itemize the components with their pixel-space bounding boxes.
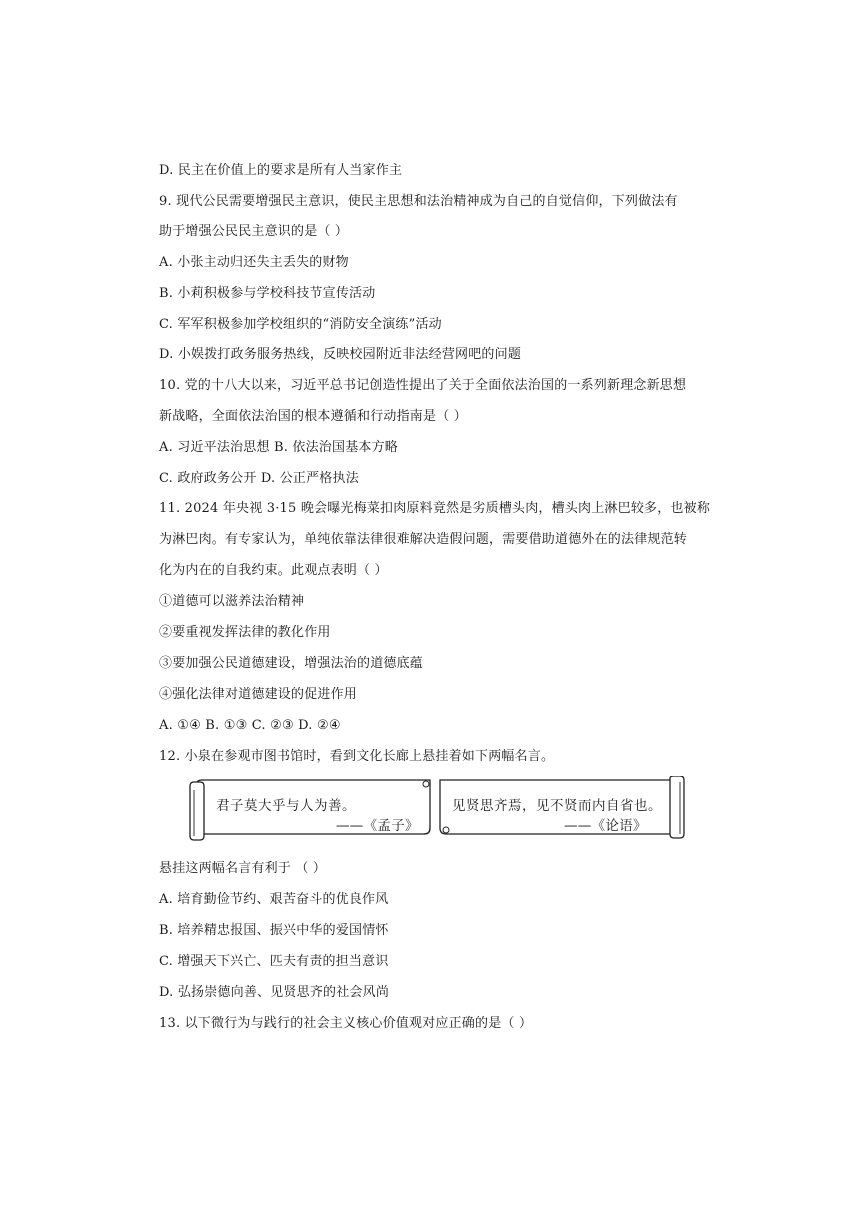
q9-option-c: C. 军军积极参加学校组织的“消防安全演练”活动 bbox=[159, 317, 442, 332]
q11-statement-3: ③要加强公民道德建设，增强法治的道德底蕴 bbox=[159, 656, 424, 671]
q10-stem-line-1: 10. 党的十八大以来，习近平总书记创造性提出了关于全面依法治国的一系列新理念新思想 bbox=[159, 378, 687, 393]
q13-stem: 13. 以下微行为与践行的社会主义核心价值观对应正确的是（ ） bbox=[159, 1016, 533, 1031]
q11-statement-4: ④强化法律对道德建设的促进作用 bbox=[159, 687, 358, 702]
q10-options-ab: A. 习近平法治思想 B. 依法治国基本方略 bbox=[159, 440, 399, 455]
q10-options-cd: C. 政府政务公开 D. 公正严格执法 bbox=[159, 471, 359, 486]
q12-stem: 12. 小泉在参观市图书馆时，看到文化长廊上悬挂着如下两幅名言。 bbox=[159, 749, 555, 764]
q9-stem-line-2: 助于增强公民民主意识的是（ ） bbox=[159, 224, 349, 239]
q8-option-d: D. 民主在价值上的要求是所有人当家作主 bbox=[159, 163, 403, 178]
q11-statement-1: ①道德可以滋养法治精神 bbox=[159, 594, 305, 609]
q12-option-d: D. 弘扬崇德向善、见贤思齐的社会风尚 bbox=[159, 985, 390, 1000]
q9-option-a: A. 小张主动归还失主丢失的财物 bbox=[159, 255, 349, 270]
q11-stem-line-1: 11. 2024 年央视 3·15 晚会曝光梅菜扣肉原料竟然是劣质槽头肉，槽头肉上淋巴较多，也被称 bbox=[159, 501, 711, 516]
quote-text: 君子莫大乎与人为善。 bbox=[216, 798, 356, 814]
q10-stem-line-2: 新战略，全面依法治国的根本遵循和行动指南是（ ） bbox=[159, 409, 467, 424]
q12-option-b: B. 培养精忠报国、振兴中华的爱国情怀 bbox=[159, 923, 389, 938]
q9-option-b: B. 小莉积极参与学校科技节宣传活动 bbox=[159, 286, 376, 301]
quote-source: ——《孟子》 bbox=[336, 818, 419, 834]
q12-option-a: A. 培育勤俭节约、艰苦奋斗的优良作风 bbox=[159, 892, 389, 907]
quote-scrolls-figure bbox=[186, 776, 686, 848]
quote-source: ——《论语》 bbox=[564, 818, 647, 834]
q11-options: A. ①④ B. ①③ C. ②③ D. ②④ bbox=[159, 718, 341, 733]
q11-stem-line-2: 为淋巴肉。有专家认为，单纯依靠法律很难解决造假问题，需要借助道德外在的法律规范转 bbox=[159, 532, 688, 547]
quote-scroll-analects bbox=[436, 776, 686, 842]
quote-scroll-mencius bbox=[186, 776, 434, 842]
quote-text: 见贤思齐焉，见不贤而内自省也。 bbox=[452, 798, 662, 814]
q12-option-c: C. 增强天下兴亡、匹夫有责的担当意识 bbox=[159, 954, 389, 969]
q9-option-d: D. 小娱拨打政务服务热线，反映校园附近非法经营网吧的问题 bbox=[159, 347, 522, 362]
q9-stem-line-1: 9. 现代公民需要增强民主意识，使民主思想和法治精神成为自己的自觉信仰，下列做法有 bbox=[159, 194, 678, 209]
q11-statement-2: ②要重视发挥法律的教化作用 bbox=[159, 625, 331, 640]
q11-stem-line-3: 化为内在的自我约束。此观点表明（ ） bbox=[159, 563, 388, 578]
q12-stem-2: 悬挂这两幅名言有利于 （ ） bbox=[159, 861, 327, 876]
